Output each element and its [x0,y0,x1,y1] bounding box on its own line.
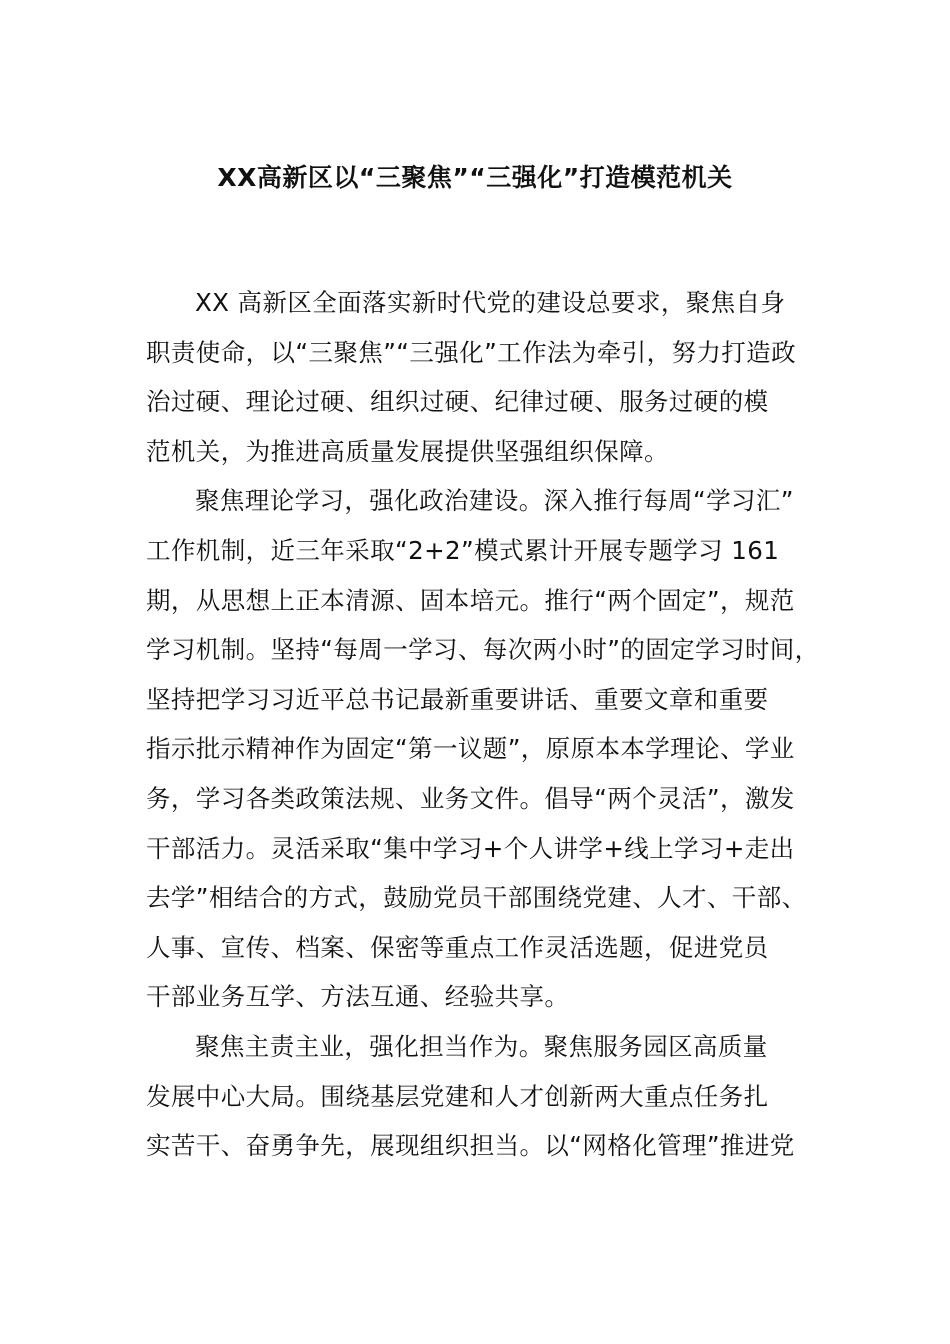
paragraph-line: 聚焦主责主业，强化担当作为。聚焦服务园区高质量 [195,1031,768,1061]
paragraph-line: 干部活力。灵活采取“集中学习+个人讲学+线上学习+走出 [146,833,795,863]
paragraph-line: 实苦干、奋勇争先，展现组织担当。以“网格化管理”推进党 [146,1131,795,1161]
paragraph-line: 学习机制。坚持“每周一学习、每次两小时”的固定学习时间， [146,635,820,665]
paragraph-line: XX 高新区全面落实新时代党的建设总要求，聚焦自身 [195,288,786,317]
paragraph-line: 期，从思想上正本清源、固本培元。推行“两个固定”，规范 [146,585,795,615]
paragraph-line: 治过硬、理论过硬、组织过硬、纪律过硬、服务过硬的模 [146,387,769,417]
paragraph [146,278,826,476]
paragraph-line: 聚焦理论学习，强化政治建设。深入推行每周“学习汇” [195,486,794,516]
paragraph-line: 指示批示精神作为固定“第一议题”，原原本本学理论、学业 [146,734,795,764]
paragraph-line: 干部业务互学、方法互通、经验共享。 [146,982,570,1012]
paragraph-line: 去学”相结合的方式，鼓励党员干部围绕党建、人才、干部、 [146,883,807,913]
paragraph-line: 坚持把学习习近平总书记最新重要讲话、重要文章和重要 [146,684,769,714]
paragraph-line: 职责使命，以“三聚焦”“三强化”工作法为牵引，努力打造政 [146,337,796,367]
paragraph-line: 范机关，为推进高质量发展提供坚强组织保障。 [146,436,669,466]
document-body [146,278,826,1171]
paragraph [146,476,826,1022]
paragraph [146,1022,826,1171]
paragraph-line: 务，学习各类政策法规、业务文件。倡导“两个灵活”，激发 [146,783,795,813]
document-title: XX高新区以“三聚焦”“三强化”打造模范机关 [217,163,733,192]
paragraph-line: 发展中心大局。围绕基层党建和人才创新两大重点任务扎 [146,1081,769,1111]
paragraph-line: 人事、宣传、档案、保密等重点工作灵活选题，促进党员 [146,932,769,962]
paragraph-line: 工作机制，近三年采取“2+2”模式累计开展专题学习 161 [146,535,780,565]
